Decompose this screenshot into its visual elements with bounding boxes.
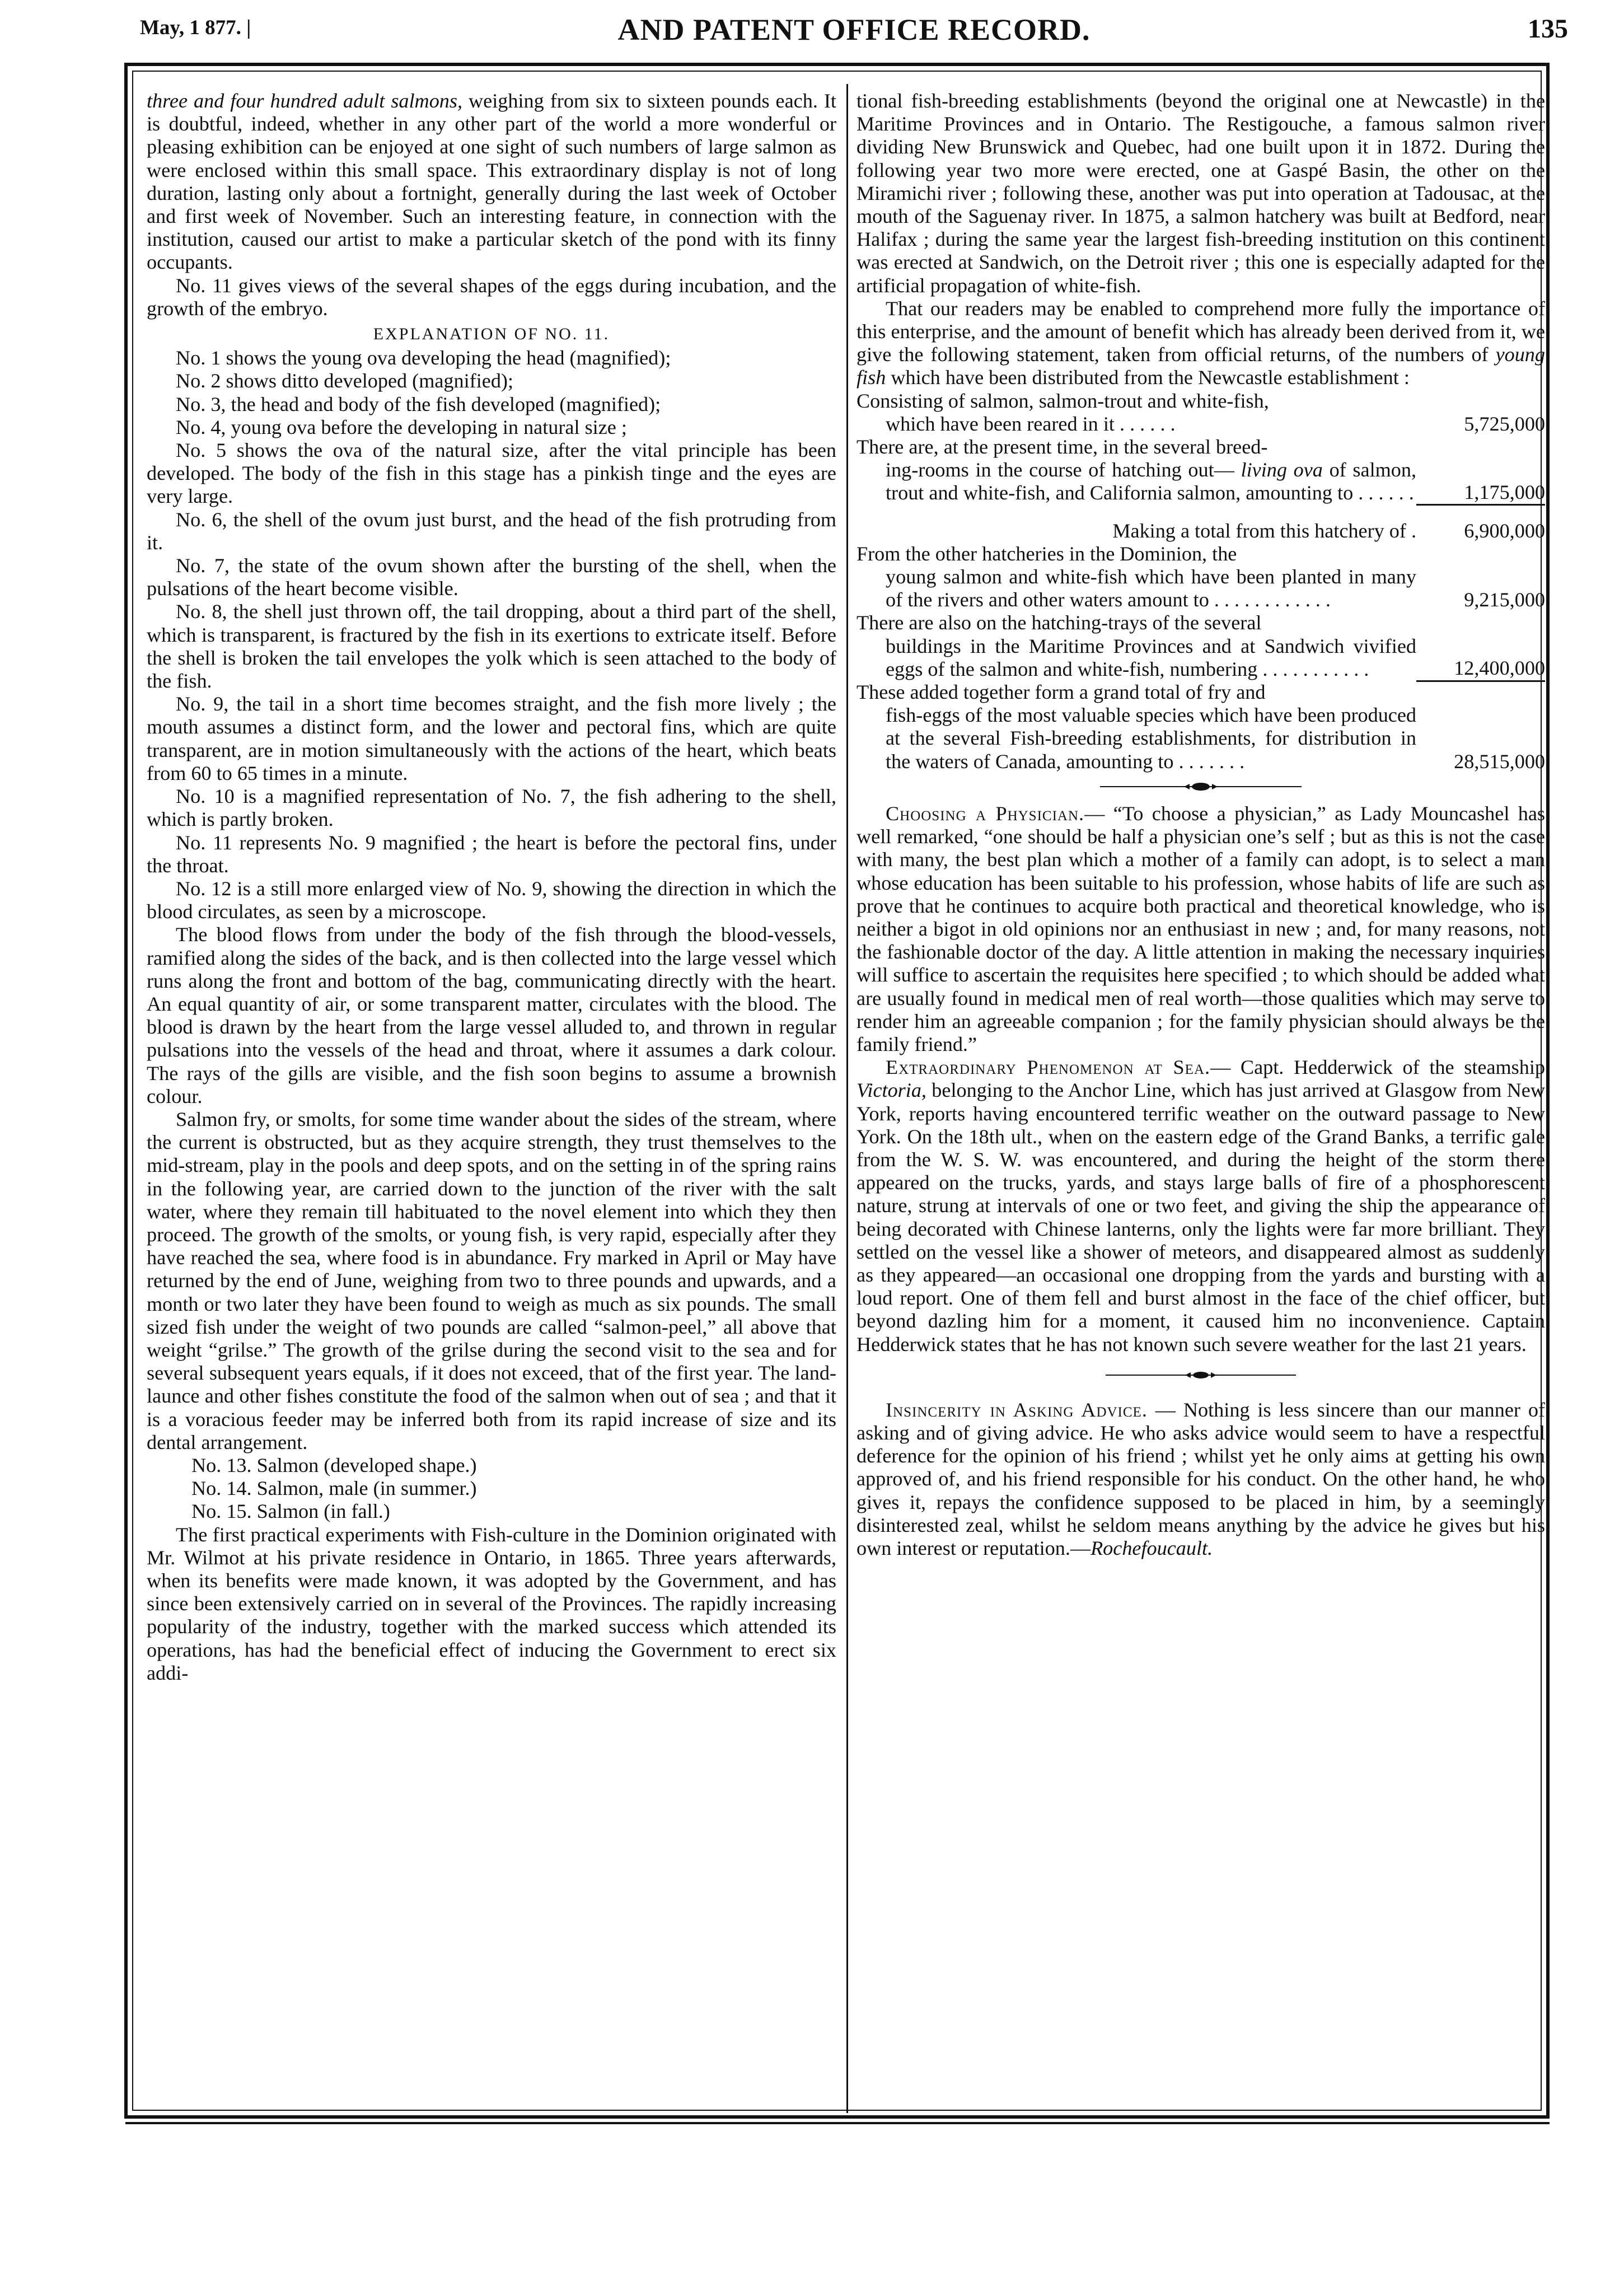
explanation-item-9: No. 9, the tail in a short time becomes straight, and the fish more lively ; the mouth assumes a distinct form, and the lower and pectoral fins, which are quite transparent, are in motion simultaneously with the actions of the heart, which beats from 60 to 65 times in a minute. — [147, 693, 836, 784]
paragraph-hatcheries: tional fish-breeding establishments (beyond the original one at Newcastle) in the Maritime Provinces and in Ontario. The Restigouche, a famous salmon river dividing New Brunswick and Quebec, had one built upon it in 1872. During the following year two more were erected, one at Gaspé Basin, the other on the Miramichi river ; following these, another was put into operation at Tadousac, at the mouth of the Saguenay river. In 1875, a salmon hatchery was built at Bedford, near Halifax ; during the same year the largest fish-breeding institution on this continent was erected at Sandwich, on the Detroit river ; this one is especially adapted for the artificial propagation of white-fish. — [857, 90, 1545, 297]
journal-title: AND PATENT OFFICE RECORD. — [617, 13, 1091, 46]
explanation-item-6: No. 6, the shell of the ovum just burst, and the head of the fish protruding from it. — [147, 508, 836, 554]
right-column — [857, 90, 1545, 1560]
ornament-divider — [857, 779, 1545, 796]
explanation-item-4: No. 4, young ova before the developing in natural size ; — [176, 415, 627, 438]
table-row: These added together form a grand total of fry and fish-eggs of the most valuable species which have been produced at the several Fish-breeding establishments, for distribution in the waters of Canada, amounting to . . . . . . . 28,515,000 — [857, 681, 1545, 773]
explanation-heading: EXPLANATION OF NO. 11. — [373, 325, 610, 344]
paragraph-no-11: No. 11 gives views of the several shapes of the eggs during incubation, and the growth of the embryo. — [147, 274, 836, 320]
running-header — [140, 10, 1568, 49]
distribution-statement-table — [857, 390, 1545, 773]
issue-date: May, 1 877. | — [140, 16, 251, 39]
explanation-item-5: No. 5 shows the ova of the natural size, after the vital principle has been developed. The body of the fish in this stage has a pinkish tinge and the eyes are very large. — [147, 439, 836, 508]
article-heading: Choosing a Physician. — [886, 802, 1085, 825]
paragraph-salmon-fry: Salmon fry, or smolts, for some time wander about the sides of the stream, where the current is obstructed, but as they acquire strength, they trust themselves to the mid-stream, play in the pools and deep spots, and on the setting in of the spring rains in the following year, are carried down to the junction of the river with the salt water, where they remain till habituated to the novel element into which they then proceed. The growth of the smolts, or young fish, is very rapid, especially after they have reached the sea, where food is in abundance. Fry marked in April or May have returned by the end of June, weighing from two to three pounds and upwards, and a month or two later they have been found to weigh as much as six pounds. The small sized fish under the weight of two pounds are called “salmon-peel,” all above that weight “grilse.” The growth of the grilse during the second visit to the sea and for several subsequent years equals, if it does not exceed, that of the first year. The land-launce and other fishes constitute the food of the salmon when out of sea ; and that it is a voracious feeder may be inferred both from its rapid increase of size and its dental arrangement. — [147, 1107, 836, 1453]
left-column — [147, 90, 836, 1685]
explanation-item-10: No. 10 is a magnified representation of No. 7, the fish adhering to the shell, which is partly broken. — [147, 785, 836, 831]
ornament-divider — [857, 1367, 1545, 1384]
figure-list — [147, 1454, 836, 1523]
explanation-item-11: No. 11 represents No. 9 magnified ; the heart is before the pectoral fins, under the throat. — [147, 831, 836, 877]
hatching-trays-count: 12,400,000 — [1454, 657, 1545, 680]
grand-total: 28,515,000 — [1416, 681, 1545, 773]
explanation-item-12: No. 12 is a still more enlarged view of No. 9, showing the direction in which the blood circulates, as seen by a microscope. — [147, 877, 836, 923]
explanation-item-3: No. 3, the head and body of the fish developed (magnified); — [176, 392, 661, 415]
paragraph-statement-intro: That our readers may be enabled to comprehend more fully the importance of this enterprise, and the amount of benefit which has already been derived from it, we give the following statement, taken from official returns, of the numbers of young fish which have been distributed from the Newcastle establishment : — [857, 297, 1545, 389]
explanation-item-8: No. 8, the shell just thrown off, the tail dropping, about a third part of the shell, which is transparent, is fractured by the fish in its exertions to extricate itself. Before the shell is broken the tail envelopes the yolk which is seen attached to the body of the fish. — [147, 600, 836, 693]
explanation-item-1: No. 1 shows the young ova developing the head (magnified); — [176, 347, 671, 370]
article-choosing-physician: Choosing a Physician.— “To choose a physician,” as Lady Mouncashel has well remarked, “one should be half a physician one’s self ; but as this is not the case with many, the best plan which a mother of a family can adopt, is to select a man whose education has been suitable to his profession, whose habits of life are such as prove that he continues to acquire both practical and theoretical knowledge, who is neither a bigot in old opinions nor an enthusiast in new ; and, for many reasons, not the fashionable doctor of the day. A little attention in making the necessary inquiries will suffice to ascertain the requisites here specified ; to which should be added what are usually found in medical men of real worth—those qualities which may serve to render him an agreeable companion ; for the family physician should always be the family friend.” — [857, 802, 1545, 1055]
reared-count: 5,725,000 — [1464, 412, 1545, 435]
explanation-item-2: No. 2 shows ditto developed (magnified); — [176, 370, 514, 392]
hatching-count: 1,175,000 — [1464, 480, 1545, 503]
article-heading: Extraordinary Phenomenon at Sea. — [886, 1056, 1211, 1079]
column-divider — [846, 84, 848, 2113]
other-hatcheries-count: 9,215,000 — [1464, 588, 1545, 611]
bottom-rule — [125, 2122, 1550, 2124]
paragraph-salmon-pond: three and four hundred adult salmons, weighing from six to sixteen pounds each. It is doubtful, indeed, whether in any other part of the world a more wonderful or pleasing exhibition can be enjoyed at one sight of such numbers of large salmon as were enclosed within this small space. This extraordinary display is not of long duration, lasting only about a fortnight, generally during the last week of October and first week of November. Such an interesting feature, in connection with the institution, caused our artist to make a particular sketch of the pond with its finny occupants. — [147, 90, 836, 274]
article-insincerity-advice: Insincerity in Asking Advice. — Nothing is less sincere than our manner of asking and of giving advice. He who asks advice would seem to have a respectful deference for the opinion of his friend ; whilst yet he only aims at getting his own approved of, and his friend responsible for his conduct. On the other hand, he who gives it, repays the confidence supposed to be placed in him, by a seemingly disinterested zeal, whilst he seldom means anything by the advice he gives but his own interest or reputation.—Rochefoucault. — [857, 1398, 1545, 1559]
table-row: There are also on the hatching-trays of the several buildings in the Maritime Provinces and at Sandwich vivified eggs of the salmon and white-fish, numbering . . . . . . . . . . . 12,400,000 — [857, 611, 1545, 680]
table-row: Consisting of salmon, salmon-trout and white-fish, which have been reared in it . . . . . . 5,725,000 — [857, 389, 1545, 435]
figure-15: No. 15. Salmon (in fall.) — [191, 1500, 390, 1523]
figure-13: No. 13. Salmon (developed shape.) — [191, 1453, 477, 1476]
article-heading: Insincerity in Asking Advice. — [886, 1398, 1148, 1421]
article-phenomenon-at-sea: Extraordinary Phenomenon at Sea.— Capt. Hedderwick of the steamship Victoria, belonging to the Anchor Line, which has just arrived at Glasgow from New York, reports having encountered terrific weather on the outward passage to New York. On the 18th ult., when on the eastern edge of the Grand Banks, a terrific gale from the W. S. W. was encountered, and during the height of the storm there appeared on the trucks, yards, and stays large balls of fire of a phosphorescent nature, strung at intervals of one or two feet, and giving the ship the appearance of being decorated with Chinese lanterns, only the lights were far more brilliant. They settled on the vessel like a shower of meteors, and disappeared almost as suddenly as they appeared—an occasional one dropping from the yards and bursting with a loud report. One of them fell and burst almost in the face of the chief officer, but beyond dazling him for a moment, it caused him no inconvenience. Captain Hedderwick states that he has not known such severe weather for the last 21 years. — [857, 1056, 1545, 1356]
figure-14: No. 14. Salmon, male (in summer.) — [191, 1477, 477, 1500]
table-row: From the other hatcheries in the Dominion, the young salmon and white-fish which have been planted in many of the rivers and other waters amount to . . . . . . . . . . . . 9,215,000 — [857, 542, 1545, 611]
hatchery-total: 6,900,000 — [1416, 505, 1545, 543]
table-row: Making a total from this hatchery of . 6,900,000 — [857, 505, 1545, 543]
table-row: There are, at the present time, in the several breed- ing-rooms in the course of hatching out— living ova of salmon, trout and white-fish, and California salmon, amounting to . . . . . . 1,175,000 — [857, 436, 1545, 504]
paragraph-first-experiments: The first practical experiments with Fish-culture in the Dominion originated with Mr. Wilmot at his private residence in Ontario, in 1865. Three years afterwards, when its benefits were made known, it was adopted by the Government, and has since been extensively carried on in several of the Provinces. The rapidly increasing popularity of the industry, together with the marked success which attended its operations, has had the beneficial effect of inducing the Government to erect six addi- — [147, 1523, 836, 1684]
explanation-item-7: No. 7, the state of the ovum shown after the bursting of the shell, when the pulsations of the heart become visible. — [147, 554, 836, 600]
page-number: 135 — [1528, 14, 1568, 44]
paragraph-blood-flow: The blood flows from under the body of the fish through the blood-vessels, ramified along the sides of the back, and is then collected into the large vessel which runs along the front and bottom of the bag, communicating directly with the heart. An equal quantity of air, or some transparent matter, circulates with the blood. The blood is drawn by the heart from the large vessel alluded to, and thrown in regular pulsations into the vessels of the head and throat, where it assumes a dark colour. The rays of the gills are visible, and the fish soon begins to assume a brownish colour. — [147, 923, 836, 1107]
